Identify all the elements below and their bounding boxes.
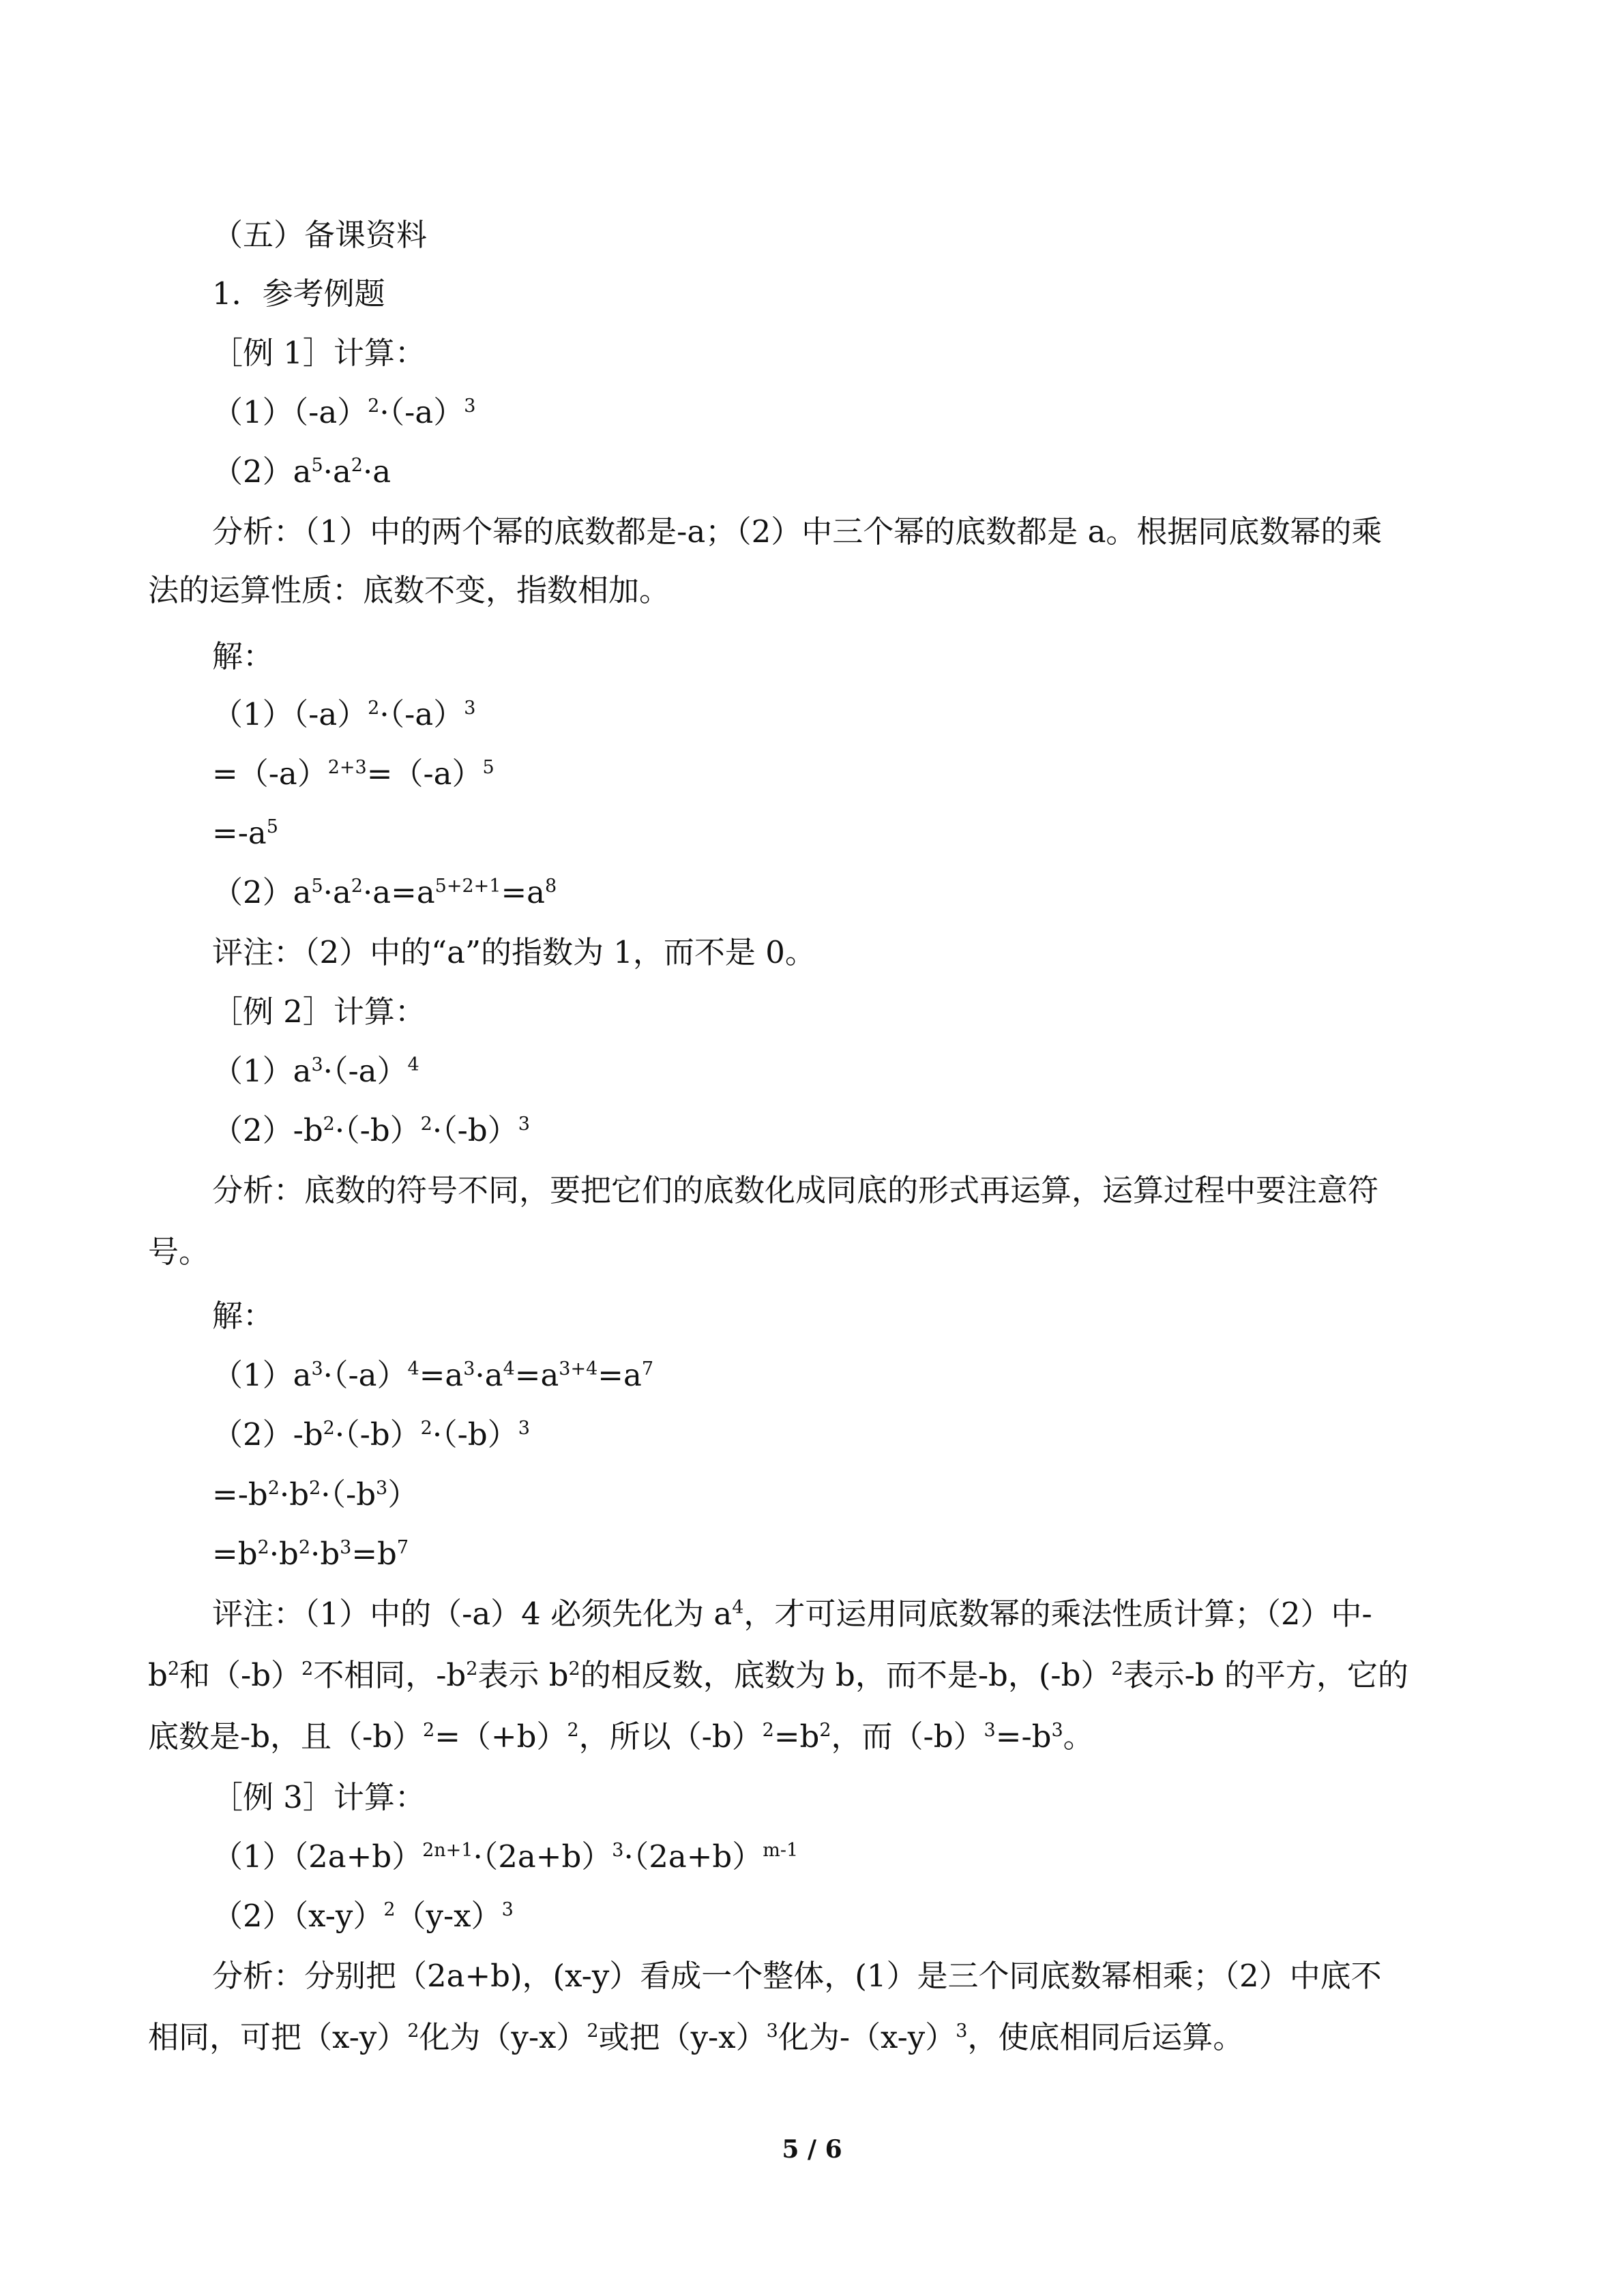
example-1-solution-step-1: $(1)(-a)^2\cdot(-a)^3$ bbox=[212, 696, 476, 732]
section-heading: （五）备课资料 bbox=[212, 217, 428, 253]
example-2-analysis: 分析：底数的符号不同，要把它们的底数化成同底的形式再运算，运算过程中要注意符 bbox=[212, 1172, 1379, 1208]
example-1-analysis: 分析：（1）中的两个幂的底数都是-a；（2）中三个幂的底数都是 a。根据同底数幂的乘 bbox=[212, 513, 1383, 550]
example-2-comment-cont-1: $b^2$和$(-b)^2$不相同，$-b^2$表示 $b^2$的相反数，底数为 b，而不是-b，(-b）$^2$表示-b 的平方，它的 bbox=[148, 1657, 1408, 1693]
example-3-analysis-cont: 相同，可把$(x-y)^2$化为$(y-x)^2$或把$(y-x)^3$化为$-(x-y)^3$，使底相同后运算。 bbox=[148, 2019, 1244, 2055]
example-1-problem-1: $(1)(-a)^2\cdot(-a)^3$ bbox=[212, 394, 476, 430]
example-3-problem-1: $(1)(2a+b)^{2n+1}\cdot(2a+b)^3\cdot(2a+b)^{m-1}$ bbox=[212, 1838, 799, 1875]
example-2-solution-step-2: $(2)-b^2\cdot(-b)^2\cdot(-b)^3$ bbox=[212, 1416, 530, 1452]
example-2-comment: 评注：（1）中的（-a）4 必须先化为 $a^4$，才可运用同底数幂的乘法性质计算；（2）中- bbox=[212, 1596, 1372, 1632]
subsection-heading: 1．参考例题 bbox=[212, 275, 385, 312]
example-1-solution-label: 解： bbox=[212, 638, 274, 674]
example-3-problem-2: $(2)(x-y)^2(y-x)^3$ bbox=[212, 1898, 514, 1934]
example-2-title: ［例 2］计算： bbox=[212, 994, 426, 1030]
example-1-solution-step-2: $=(-a)^{2+3}=(-a)^5$ bbox=[212, 756, 494, 792]
example-2-solution-label: 解： bbox=[212, 1298, 274, 1334]
example-2-analysis-cont: 号。 bbox=[148, 1234, 210, 1270]
example-1-solution-step-3: $=-a^5$ bbox=[212, 815, 278, 851]
example-1-analysis-cont: 法的运算性质：底数不变，指数相加。 bbox=[148, 572, 670, 608]
example-2-comment-cont-2: 底数是-b，且$(-b)^2=(+b)^2$，所以$(-b)^2=b^2$，而$(-b)^3=-b^3$。 bbox=[148, 1718, 1094, 1755]
example-2-problem-2: $(2)-b^2\cdot(-b)^2\cdot(-b)^3$ bbox=[212, 1112, 530, 1148]
example-2-solution-step-1: $(1)a^3\cdot(-a)^4=a^3\cdot a^4=a^{3+4}=a^7$ bbox=[212, 1357, 654, 1393]
page-number: 5 / 6 bbox=[782, 2135, 842, 2164]
example-1-problem-2: $(2)a^5\cdot a^2\cdot a$ bbox=[212, 453, 392, 490]
example-1-title: ［例 1］计算： bbox=[212, 335, 426, 371]
example-1-solution-step-4: $(2)a^5\cdot a^2\cdot a=a^{5+2+1}=a^8$ bbox=[212, 874, 557, 910]
example-1-comment: 评注：（2）中的“a”的指数为 1，而不是 0。 bbox=[212, 934, 816, 970]
example-3-title: ［例 3］计算： bbox=[212, 1779, 426, 1815]
example-2-solution-step-4: $=b^2\cdot b^2\cdot b^3=b^7$ bbox=[212, 1536, 409, 1572]
example-3-analysis: 分析：分别把（2a+b)，(x-y）看成一个整体，(1）是三个同底数幂相乘；（2）中底不 bbox=[212, 1958, 1382, 1994]
example-2-problem-1: $(1)a^3\cdot(-a)^4$ bbox=[212, 1053, 419, 1089]
example-2-solution-step-3: $=-b^2\cdot b^2\cdot(-b^3)$ bbox=[212, 1476, 419, 1512]
